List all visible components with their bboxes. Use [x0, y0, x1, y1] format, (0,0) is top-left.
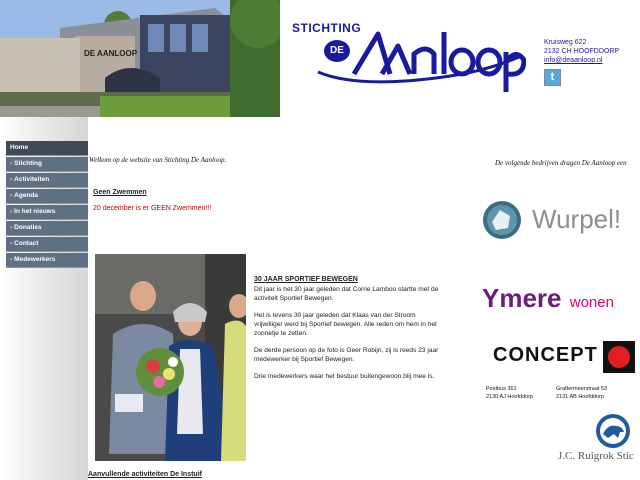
article-paragraph: Dit jaar is het 30 jaar geleden dat Corrie Lamboo startte met de activiteit Sportief Bewegen.: [254, 286, 439, 302]
sponsor-address-1: [486, 385, 533, 401]
nav-item-label: In het nieuws: [14, 208, 56, 215]
contact-email-link[interactable]: info@deaanloop.nl: [544, 57, 603, 64]
nav-item-label: Home: [10, 144, 29, 151]
sponsor-ruigrok-name: J.C. Ruigrok Stic: [558, 450, 634, 462]
article-title: 30 JAAR SPORTIEF BEWEGEN: [254, 276, 358, 283]
contact-city: 2132 CH HOOFDDORP: [544, 48, 620, 55]
notice-text: 20 december is er GEEN Zwemmen!!!: [93, 205, 212, 212]
nav-item-agenda[interactable]: [6, 189, 88, 204]
main-nav: [6, 141, 88, 269]
sponsor-concept-logo[interactable]: [493, 340, 640, 376]
header-photo: [0, 0, 280, 117]
nav-item-label: Activiteiten: [14, 176, 50, 183]
nav-item-activiteiten[interactable]: [6, 173, 88, 188]
sponsor-ymere-logo[interactable]: [482, 283, 614, 314]
nav-item-donaties[interactable]: [6, 221, 88, 236]
chevron-right-icon: ›: [10, 208, 13, 215]
sponsor-concept-name: CONCEPT: [493, 344, 598, 366]
chevron-right-icon: ›: [10, 240, 13, 247]
sponsor-address-2: [556, 385, 607, 401]
twitter-icon[interactable]: t: [544, 69, 561, 86]
address-line: 2131 AB Hoofddorp: [556, 394, 605, 400]
logo-stichting-text: STICHTING: [292, 21, 362, 35]
chevron-right-icon: ›: [10, 224, 13, 231]
logo-de-badge: DE: [324, 40, 350, 62]
sponsor-ruigrok-logo[interactable]: [558, 412, 640, 480]
chevron-right-icon: ›: [10, 256, 13, 263]
nav-item-home[interactable]: [6, 141, 88, 156]
ruigrok-emblem-icon: [594, 412, 632, 450]
nav-item-label: Medewerkers: [14, 256, 56, 263]
site-logo[interactable]: [290, 18, 530, 98]
nav-item-label: Contact: [14, 240, 39, 247]
notice-title: Geen Zwemmen: [93, 189, 147, 196]
nav-item-in-het-nieuws[interactable]: [6, 205, 88, 220]
sponsor-wurpel-name: Wurpel!: [532, 204, 622, 234]
nav-item-medewerkers[interactable]: [6, 253, 88, 268]
nav-item-label: Agenda: [14, 192, 39, 199]
contact-block: [544, 38, 619, 65]
building-photo: [0, 0, 280, 117]
sponsor-ymere-name: Ymere: [482, 283, 562, 313]
chevron-right-icon: ›: [10, 192, 13, 199]
welcome-text: Welkom op de website van Stichting De Aanloop.: [89, 156, 227, 164]
sponsor-ymere-suffix: wonen: [569, 294, 614, 311]
article-paragraph: Drie medewerkers waar het bestuur buitengewoon blij mee is.: [254, 373, 435, 380]
building-sign: DE AANLOOP: [84, 49, 138, 58]
people-photo: [95, 254, 246, 461]
nav-item-label: Donaties: [14, 224, 42, 231]
sponsors-heading: De volgende bedrijven dragen De Aanloop een: [495, 159, 627, 167]
article-paragraph: De derde persoon op de foto is Geer Robijn, zij is reeds 23 jaar medewerker bij Sportief Bewegen.: [254, 347, 439, 363]
sponsor-wurpel-logo[interactable]: [480, 196, 640, 244]
article-paragraph: Het is tevens 30 jaar geleden dat Klaas van der Stroom vrijwilliger werd bij Sportief bewegen. Alle reden om hem in het zonnetje te zetten.: [254, 312, 437, 337]
chevron-right-icon: ›: [10, 176, 13, 183]
chevron-right-icon: ›: [10, 160, 13, 167]
logo-wordmark-graphic: [316, 26, 526, 98]
article: [254, 275, 440, 389]
address-line: Postbus 361: [486, 386, 517, 392]
concept-mark-icon: [603, 341, 635, 373]
nav-item-contact[interactable]: [6, 237, 88, 252]
address-line: 2130 AJ Hoofddorp: [486, 394, 534, 400]
nav-item-stichting[interactable]: [6, 157, 88, 172]
contact-street: Kruisweg 622: [544, 39, 587, 46]
article-photo: [95, 254, 246, 461]
section-title-instuif: Aanvullende activiteiten De Instuif: [88, 471, 202, 478]
nav-item-label: Stichting: [14, 160, 42, 167]
address-line: Graftermeerstraat 53: [556, 386, 608, 392]
